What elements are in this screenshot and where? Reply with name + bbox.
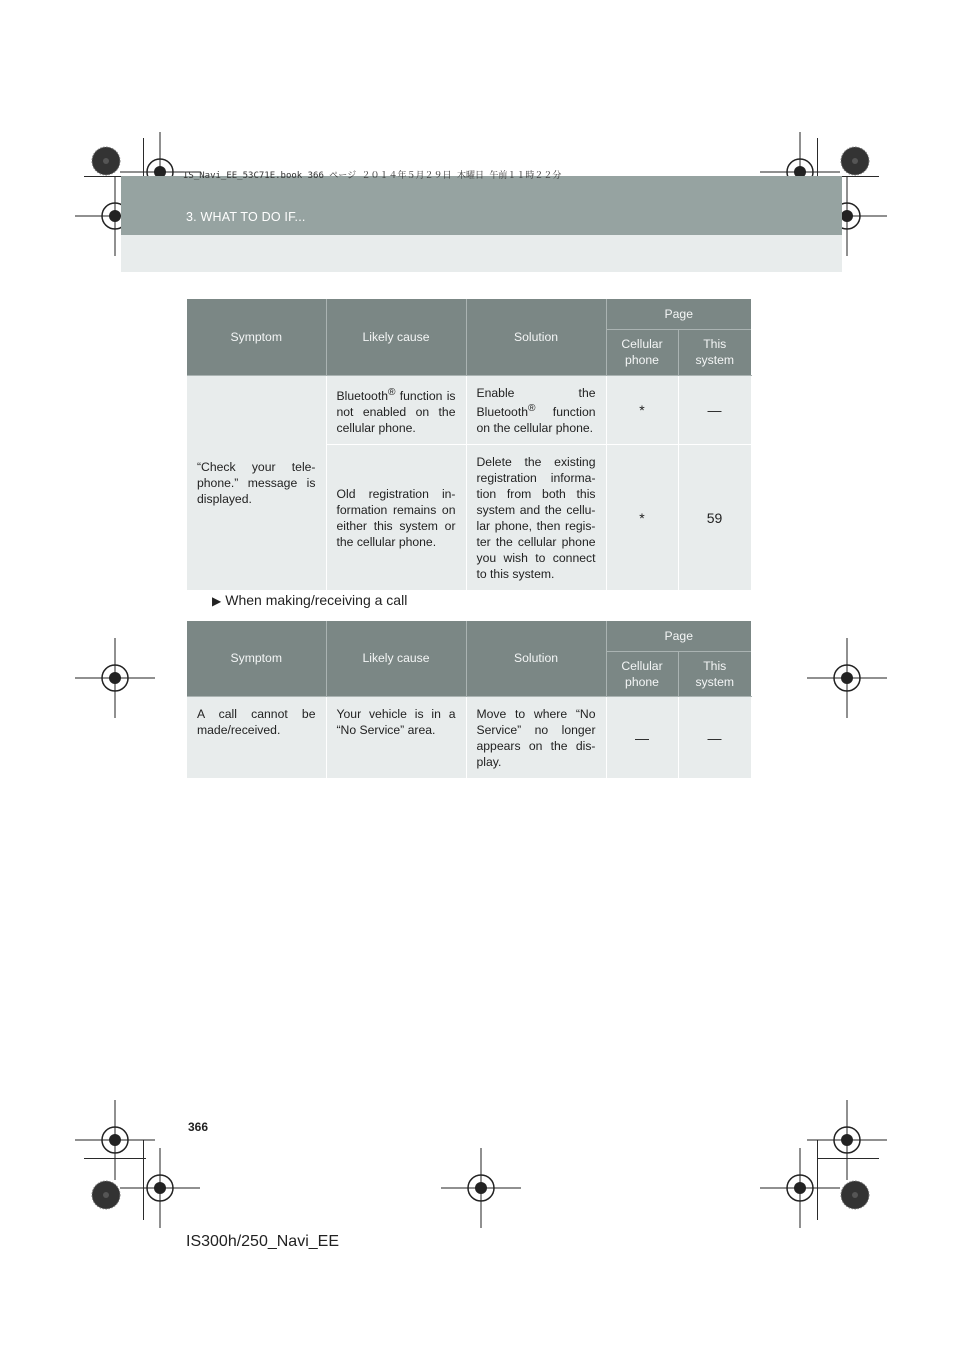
troubleshooting-table-2	[187, 621, 752, 779]
col-solution-header: Solution	[466, 299, 606, 375]
col-symptom-header: Symptom	[187, 299, 326, 375]
col-likely-cause-header: Likely cause	[326, 621, 466, 696]
registration-mark-icon	[120, 1148, 200, 1228]
header-band	[121, 176, 842, 235]
color-rosette-icon	[840, 1180, 870, 1210]
col-solution-header: Solution	[466, 621, 606, 696]
solution-cell	[466, 375, 606, 444]
col-likely-cause-header: Likely cause	[326, 299, 466, 375]
file-stamp: IS_Navi_EE_53C71E.book 366 ページ ２０１４年５月２９日 木曜日 午前１１時２２分	[183, 171, 562, 181]
system-page-cell: 59	[678, 444, 751, 590]
section-title: 3. WHAT TO DO IF...	[186, 210, 306, 224]
solution-text: function on the cellular phone.	[476, 404, 596, 435]
registration-mark-icon	[441, 1148, 521, 1228]
symptom-cell: A call cannot be made/received.	[187, 696, 326, 778]
col-page-header: Page	[606, 299, 751, 329]
solution-cell: Delete the existing registration informa-tion from both this system and the cellu-lar phone, then regis-ter the cellular phone you wish to connect to this system.	[466, 444, 606, 590]
triangle-bullet-icon: ▶	[212, 594, 222, 608]
col-cellular-phone-header: Cellular phone	[606, 651, 678, 696]
page-number: 366	[188, 1120, 209, 1134]
symptom-cell: “Check your tele-phone.” message is displayed.	[187, 375, 326, 590]
registration-mark-icon	[75, 638, 155, 718]
registration-mark-icon	[807, 638, 887, 718]
cause-text: Bluetooth	[336, 388, 388, 403]
likely-cause-cell: Your vehicle is in a “No Service” area.	[326, 696, 466, 778]
color-rosette-icon	[91, 146, 121, 176]
system-page-cell: —	[678, 375, 751, 444]
cellular-page-cell: *	[606, 444, 678, 590]
likely-cause-cell	[326, 375, 466, 444]
cellular-page-cell: —	[606, 696, 678, 778]
col-this-system-header: This system	[678, 651, 751, 696]
cause-text: function is not enabled on the cellular phone.	[336, 388, 456, 435]
color-rosette-icon	[840, 146, 870, 176]
solution-cell: Move to where “No Service” no longer appears on the dis-play.	[466, 696, 606, 778]
col-symptom-header: Symptom	[187, 621, 326, 696]
header-subband	[121, 235, 842, 272]
registered-mark: ®	[528, 402, 536, 414]
subsection-heading	[212, 592, 407, 608]
footer-model: IS300h/250_Navi_EE	[186, 1233, 339, 1250]
likely-cause-cell: Old registration in-formation remains on either this system or the cellular phone.	[326, 444, 466, 590]
registration-mark-icon	[760, 1148, 840, 1228]
troubleshooting-table-1	[187, 299, 752, 591]
solution-text: Enable the Bluetooth	[476, 385, 596, 419]
registered-mark: ®	[388, 386, 396, 398]
cellular-page-cell: *	[606, 375, 678, 444]
col-this-system-header: This system	[678, 329, 751, 375]
color-rosette-icon	[91, 1180, 121, 1210]
table-row	[187, 696, 751, 778]
col-cellular-phone-header: Cellular phone	[606, 329, 678, 375]
system-page-cell: —	[678, 696, 751, 778]
table-row	[187, 375, 751, 444]
col-page-header: Page	[606, 621, 751, 651]
subsection-title: When making/receiving a call	[225, 592, 408, 608]
